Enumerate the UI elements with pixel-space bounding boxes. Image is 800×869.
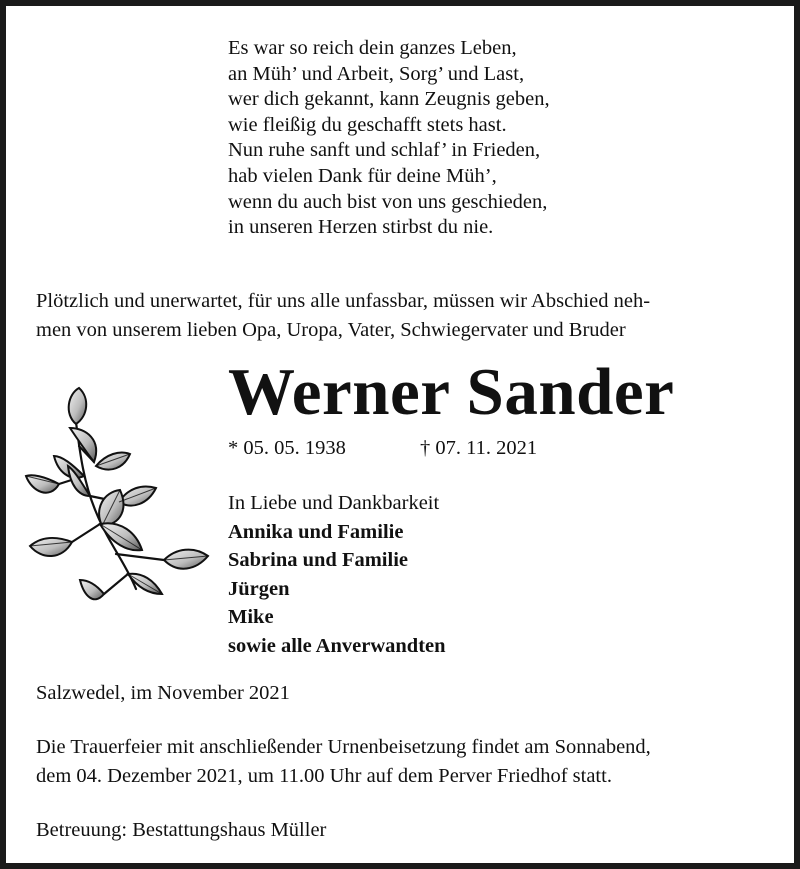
birth-date: * 05. 05. 1938 <box>228 437 346 459</box>
family-heading: In Liebe und Dankbarkeit <box>228 492 440 514</box>
intro-text <box>36 287 776 344</box>
family-member: Annika und Familie <box>228 520 404 543</box>
poem-line: hab vielen Dank für deine Müh’, <box>228 164 497 187</box>
poem-line: an Müh’ und Arbeit, Sorg’ und Last, <box>228 62 525 85</box>
family-member: sowie alle Anverwandten <box>228 634 446 657</box>
service-line: dem 04. Dezember 2021, um 11.00 Uhr auf dem Perver Friedhof statt. <box>36 764 612 787</box>
place-date: Salzwedel, im November 2021 <box>36 682 290 704</box>
family-member: Mike <box>228 606 274 629</box>
poem-line: wie fleißig du geschafft stets hast. <box>228 113 507 136</box>
intro-line: men von unserem lieben Opa, Uropa, Vater, Schwiegervater und Bruder <box>36 318 626 341</box>
intro-line: Plötzlich und unerwartet, für uns alle unfassbar, müssen wir Abschied neh- <box>36 290 651 312</box>
service-line: Die Trauerfeier mit anschließender Urnenbeisetzung findet am Sonnabend, <box>36 736 651 758</box>
family-list <box>228 489 648 661</box>
obituary-notice <box>6 6 794 863</box>
family-member: Jürgen <box>228 577 290 600</box>
poem <box>228 36 688 241</box>
service-info <box>36 733 786 790</box>
funeral-home: Betreuung: Bestattungshaus Müller <box>36 819 327 841</box>
family-member: Sabrina und Familie <box>228 549 408 572</box>
death-date: † 07. 11. 2021 <box>420 437 538 459</box>
poem-line: wer dich gekannt, kann Zeugnis geben, <box>228 88 550 111</box>
poem-line: Nun ruhe sanft und schlaf’ in Frieden, <box>228 139 541 162</box>
poem-line: in unseren Herzen stirbst du nie. <box>228 216 494 239</box>
poem-line: wenn du auch bist von uns geschieden, <box>228 190 548 213</box>
deceased-name: Werner Sander <box>228 355 675 429</box>
poem-line: Es war so reich dein ganzes Leben, <box>228 37 517 59</box>
life-dates <box>228 434 728 462</box>
leaf-branch-icon <box>24 384 214 610</box>
